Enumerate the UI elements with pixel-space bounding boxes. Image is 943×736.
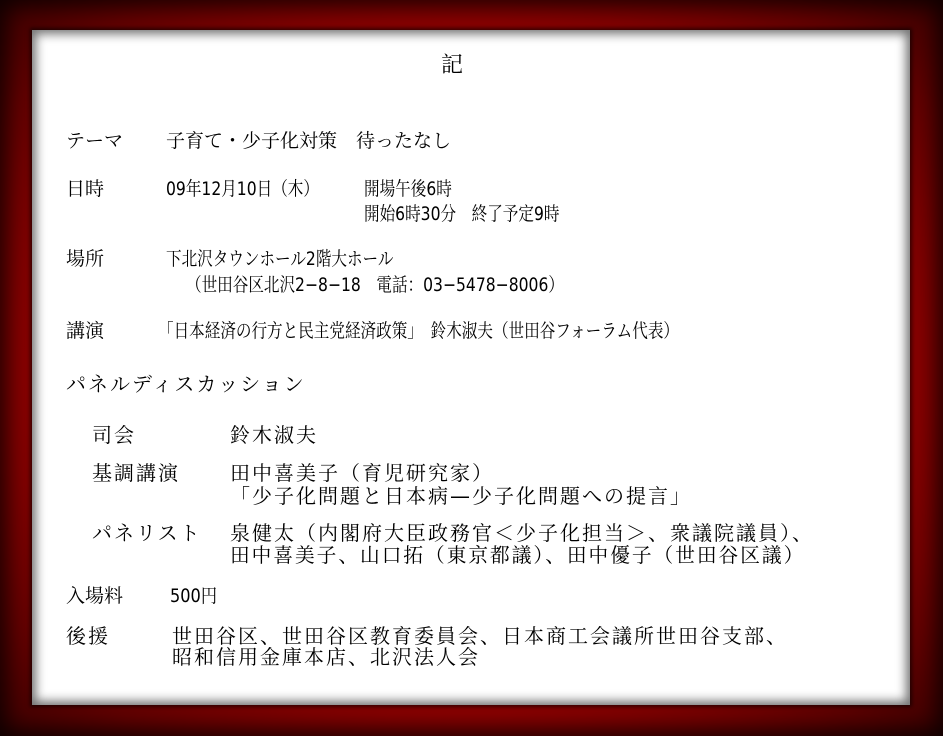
datetime-date: 09年12月10日（木） [166, 178, 319, 200]
document-paper [32, 30, 910, 705]
panel-heading: パネルディスカッション [66, 372, 306, 396]
datetime-start: 開始6時30分 終了予定9時 [364, 203, 560, 225]
panelists-line1: 泉健太（内閣府大臣政務官＜少子化担当＞、衆議院議員）、 [230, 521, 814, 545]
fee-value: 500円 [170, 585, 217, 607]
datetime-label: 日時 [66, 178, 105, 200]
moderator-value: 鈴木淑夫 [230, 423, 318, 447]
support-line2: 昭和信用金庫本店、北沢法人会 [172, 645, 480, 669]
panelists-label: パネリスト [92, 521, 202, 545]
keynote-speaker: 田中喜美子（育児研究家） [230, 461, 494, 485]
keynote-label: 基調講演 [92, 461, 180, 485]
panelists-line2: 田中喜美子、山口拓（東京都議）、田中優子（世田谷区議） [230, 543, 806, 567]
lecture-value: 「日本経済の行方と民主党経済政策」 鈴木淑夫（世田谷フォーラム代表） [158, 320, 680, 342]
theme-label: テーマ [66, 130, 124, 152]
theme-value: 子育て・少子化対策 待ったなし [166, 130, 452, 152]
datetime-open: 開場午後6時 [364, 178, 452, 200]
document-title: 記 [441, 53, 464, 78]
place-label: 場所 [66, 248, 105, 270]
keynote-topic: 「少子化問題と日本病—少子化問題への提言」 [230, 484, 692, 508]
fee-label: 入場料 [66, 585, 124, 607]
support-line1: 世田谷区、世田谷区教育委員会、日本商工会議所世田谷支部、 [172, 624, 788, 648]
place-name: 下北沢タウンホール2階大ホール [166, 248, 394, 270]
moderator-label: 司会 [92, 423, 136, 447]
support-label: 後援 [66, 624, 110, 648]
lecture-label: 講演 [66, 320, 105, 342]
place-address: （世田谷区北沢2−8−18 電話：03−5478−8006） [186, 274, 564, 296]
